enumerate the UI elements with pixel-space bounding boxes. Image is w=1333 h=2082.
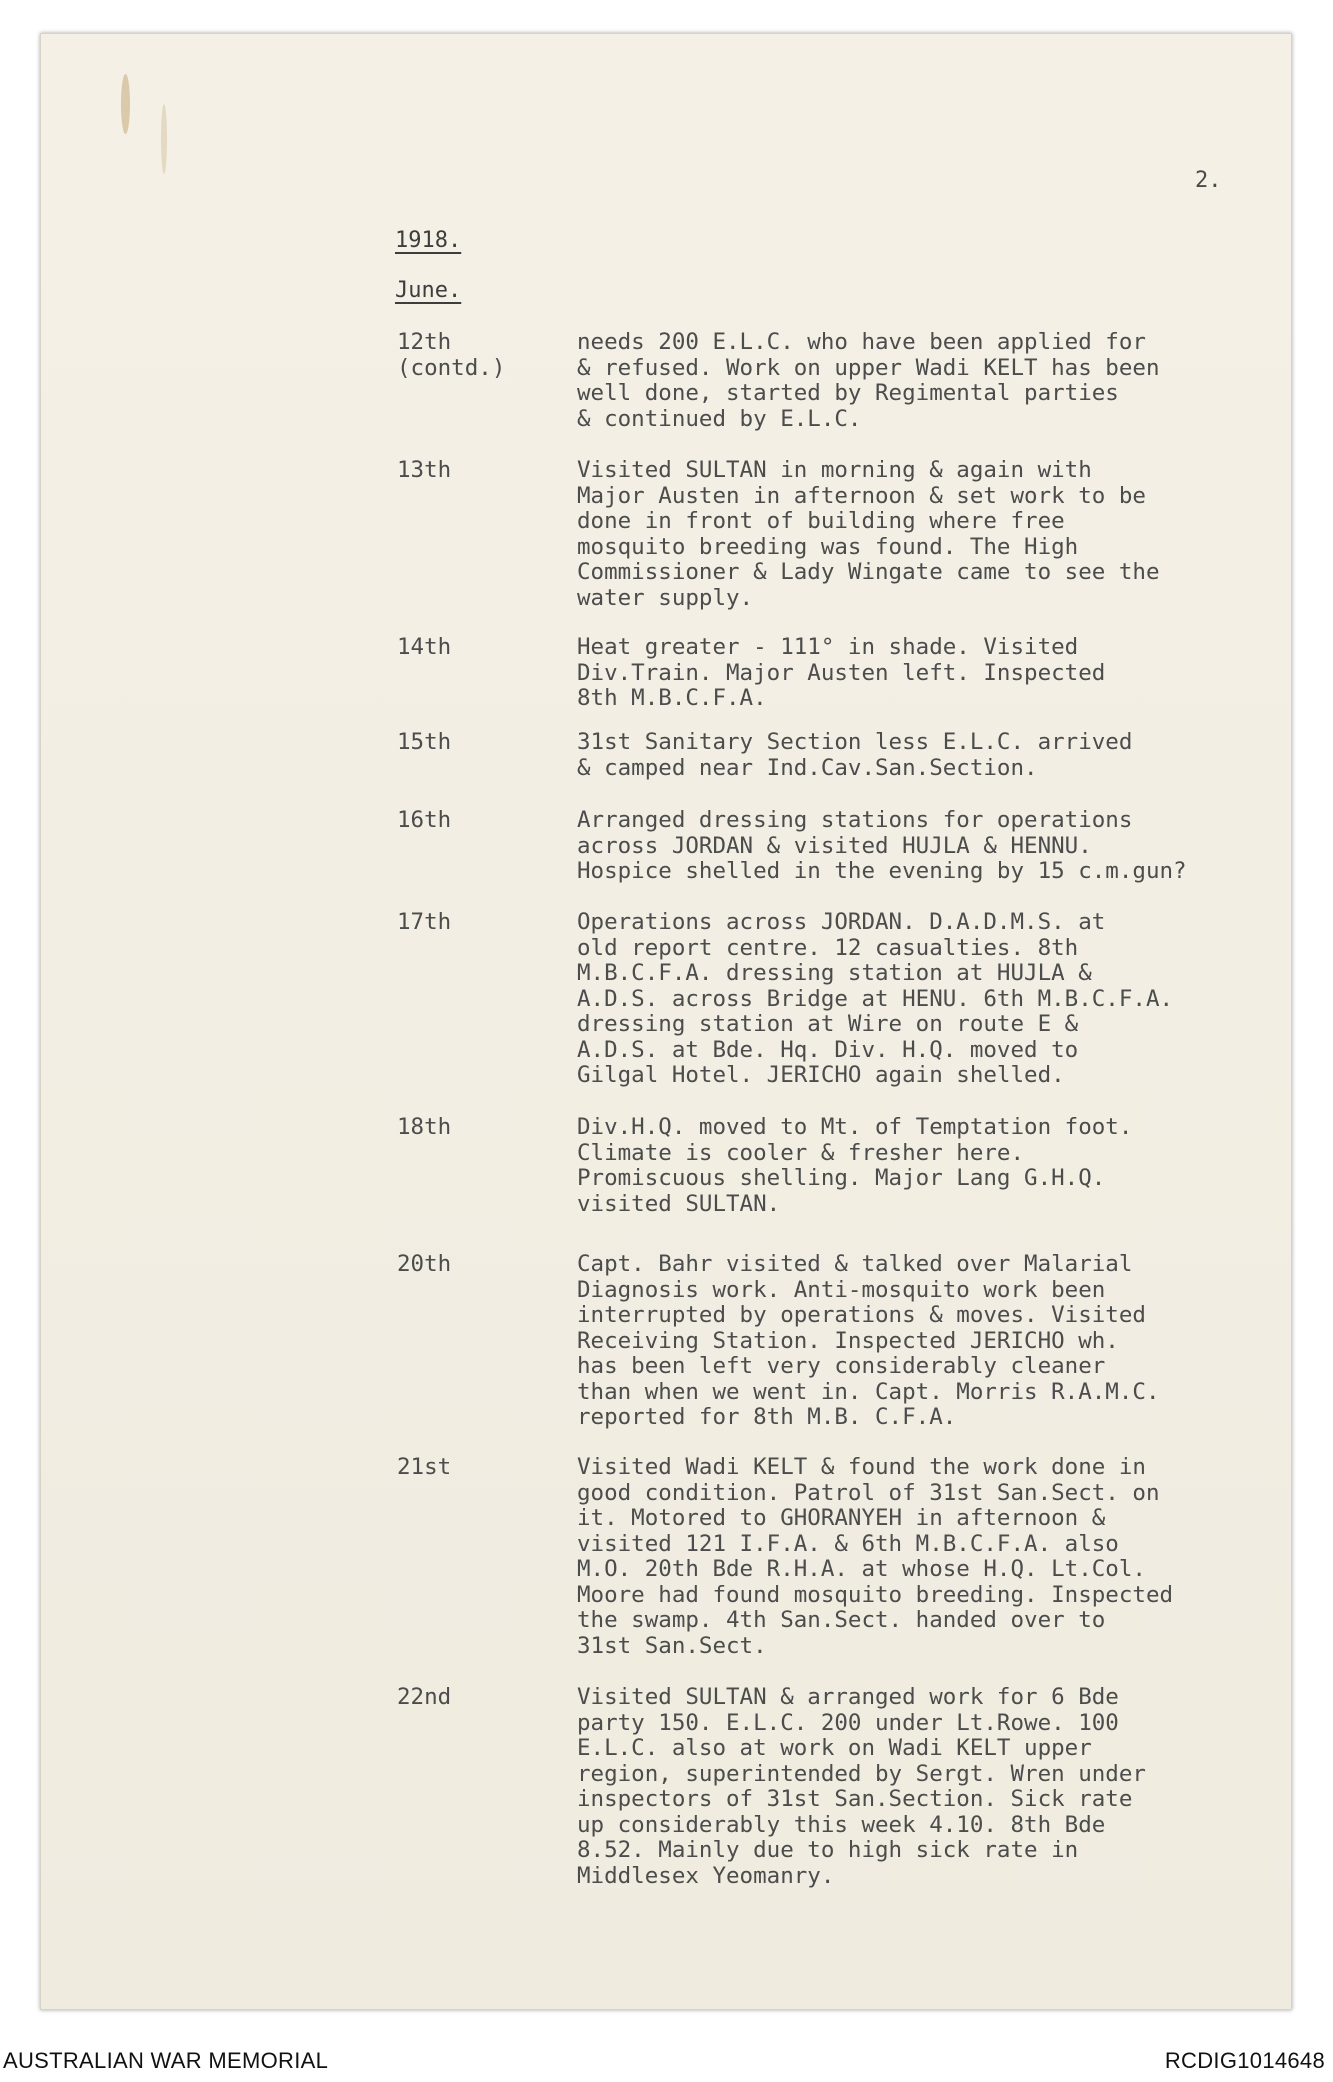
page-number: 2. [1195,168,1222,193]
entry-text [577,808,1297,885]
entry-text-line: Div.H.Q. moved to Mt. of Temptation foot. [577,1114,1133,1140]
entry-text-line: interrupted by operations & moves. Visited [577,1302,1146,1328]
entry-text-line: Commissioner & Lady Wingate came to see the [577,559,1160,585]
entry-text-line: 8th M.B.C.F.A. [577,685,767,711]
entry-text-line: inspectors of 31st San.Section. Sick rate [577,1786,1133,1812]
entry-text-line: done in front of building where free [577,508,1065,534]
entry-text-line: party 150. E.L.C. 200 under Lt.Rowe. 100 [577,1709,1119,1736]
entry-text-line: E.L.C. also at work on Wadi KELT upper [577,1735,1092,1761]
entry-text-line: & camped near Ind.Cav.San.Section. [577,754,1038,781]
entry-date: 16th [397,807,452,833]
month-heading: June. [395,278,462,303]
entry-text-line: dressing station at Wire on route E & [577,1011,1079,1037]
entry-text-line: 8.52. Mainly due to high sick rate in [577,1837,1079,1863]
year-heading: 1918. [395,228,462,253]
entry-text-line: reported for 8th M.B. C.F.A. [577,1404,957,1430]
entry-text-line: & continued by E.L.C. [577,405,862,432]
entry-text-line: good condition. Patrol of 31st San.Sect. on [577,1479,1160,1506]
entry-text-line: Operations across JORDAN. D.A.D.M.S. at [577,909,1106,935]
entry-text-line: M.O. 20th Bde R.H.A. at whose H.Q. Lt.Col. [577,1556,1146,1582]
entry-text-line: Arranged dressing stations for operations [577,807,1133,833]
entry-text-line: needs 200 E.L.C. who have been applied for [577,329,1146,355]
entry-text-line: 31st Sanitary Section less E.L.C. arrived [577,729,1133,755]
entry-text-line: Major Austen in afternoon & set work to be [577,482,1146,509]
entry-text-line: Moore had found mosquito breeding. Inspected [577,1581,1174,1608]
entry-text [577,910,1297,1089]
entry-text-line: & refused. Work on upper Wadi KELT has been [577,354,1160,381]
entry-text-line: M.B.C.F.A. dressing station at HUJLA & [577,960,1092,986]
entry-text-line: Heat greater - 111° in shade. Visited [577,634,1079,660]
entry-text-line: Gilgal Hotel. JERICHO again shelled. [577,1062,1065,1088]
archive-id: RCDIG1014648 [1164,2048,1325,2073]
entry-text-line: Diagnosis work. Anti-mosquito work been [577,1276,1106,1303]
entry-text [577,730,1297,781]
entry-date: 21st [397,1454,452,1480]
paper-stain [161,104,167,174]
entry-text-line: Visited Wadi KELT & found the work done in [577,1454,1146,1480]
entry-text-line: across JORDAN & visited HUJLA & HENNU. [577,832,1092,859]
entry-text [577,1455,1297,1659]
entry-text [577,1115,1297,1217]
entry-text-line: visited 121 I.F.A. & 6th M.B.C.F.A. also [577,1530,1119,1557]
entry-date: 13th [397,457,452,483]
entry-text-line: well done, started by Regimental parties [577,380,1119,406]
entry-text-line: A.D.S. at Bde. Hq. Div. H.Q. moved to [577,1036,1079,1063]
entry-text-line: 31st San.Sect. [577,1632,767,1659]
entry-date: 15th [397,729,452,755]
entry-date: 12th (contd.) [397,329,506,381]
entry-text-line: Visited SULTAN & arranged work for 6 Bde [577,1684,1119,1710]
entry-text [577,635,1297,712]
entry-text-line: up considerably this week 4.10. 8th Bde [577,1811,1106,1838]
entry-date: 22nd [397,1684,452,1710]
entry-text [577,1252,1297,1431]
entry-date: 18th [397,1114,452,1140]
archive-credit: AUSTRALIAN WAR MEMORIAL [3,2048,329,2073]
entry-text-line: it. Motored to GHORANYEH in afternoon & [577,1505,1106,1531]
entry-date: 17th [397,909,452,935]
entry-text-line: Middlesex Yeomanry. [577,1862,835,1889]
paper-stain [121,74,130,134]
entry-text-line: Hospice shelled in the evening by 15 c.m.gun? [577,858,1187,884]
entry-date: 20th [397,1251,452,1277]
entry-date: 14th [397,634,452,660]
entry-text-line: has been left very considerably cleaner [577,1353,1106,1379]
entry-text-line: Climate is cooler & fresher here. [577,1139,1025,1166]
entry-text-line: region, superintended by Sergt. Wren under [577,1760,1146,1787]
entry-text [577,330,1297,432]
entry-text-line: water supply. [577,584,754,611]
entry-text-line: A.D.S. across Bridge at HENU. 6th M.B.C.F.A. [577,985,1174,1012]
entry-text [577,458,1297,611]
entry-text-line: Div.Train. Major Austen left. Inspected [577,659,1106,686]
entry-text-line: than when we went in. Capt. Morris R.A.M.C. [577,1378,1160,1405]
entry-text [577,1685,1297,1889]
entry-text-line: mosquito breeding was found. The High [577,533,1079,560]
entry-text-line: the swamp. 4th San.Sect. handed over to [577,1607,1106,1633]
entry-text-line: Visited SULTAN in morning & again with [577,457,1092,483]
entry-text-line: Receiving Station. Inspected JERICHO wh. [577,1327,1119,1354]
entry-text-line: Capt. Bahr visited & talked over Malarial [577,1251,1133,1277]
entry-text-line: Promiscuous shelling. Major Lang G.H.Q. [577,1165,1106,1191]
entry-text-line: old report centre. 12 casualties. 8th [577,934,1079,961]
entry-text-line: visited SULTAN. [577,1190,781,1217]
